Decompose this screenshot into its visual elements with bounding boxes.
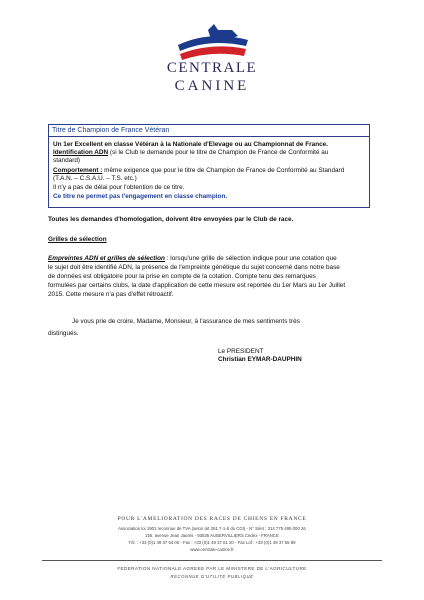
comportement-text: même exigence que pour le titre de Champion de France de Conformité au Standard [102,167,345,174]
identification-text: (si le Club le demande pour le titre de Champion de France de Conformité au [108,149,329,156]
footer-line-3: Tél. : +33 (0)1 49 37 54 00 - Fax : +33 (0)1 49 37 01 20 - Fax Lof : +33 (0)1 49 37 55 99 [128,540,296,545]
paragraph-line-2: le sujet doit être identifié ADN, la présence de l'empreinte génétique du sujet concerné dans notre base [48,264,340,271]
footer-website-link[interactable]: www.centrale-canine.fr [190,547,234,552]
identification-label: Identification ADN [53,149,109,156]
brand-name-line2: CANINE [174,78,250,94]
paragraph-line-3: de données est obligatoire pour la prise en compte de la cotation. Compte tenu des remarques [48,273,316,280]
box-line-warning: Ce titre ne permet pas l'engagement en classe champion. [53,193,228,200]
box-title: Titre de Champion de France Vétéran [49,125,369,137]
paragraph-line-5: 2015. Cette mesure n'a pas d'effet rétroactif. [48,291,174,298]
signature-role: Le PRESIDENT [218,348,264,355]
footer-utility: RECONNUE D'UTILITE PUBLIQUE [170,574,254,579]
brand-name-line1: CENTRALE [166,60,258,76]
homologation-note: Toutes les demandes d'homologation, doivent être envoyées par le Club de race. [48,216,294,223]
paragraph-text-1: : lorsqu'une grille de sélection indique pour une cotation que [164,255,337,262]
box-line-identification [53,149,328,157]
paragraph-line-4: formulées par certains clubs, la date d'application de cette mesure est reportée du 1er Mars au 1er Juillet [48,282,346,289]
footer-divider [42,560,382,561]
box-line-identification-2: standard) [53,157,80,164]
footer-line-2: 155, avenue Jean Jaurès - 93535 AUBERVILLIERS Cedex - FRANCE [145,533,279,538]
closing-line-1: Je vous prie de croire, Madame, Monsieur, à l'assurance de mes sentiments très [72,318,300,325]
paragraph-line-1 [48,255,337,263]
section-title: Grilles de sélection [48,236,107,243]
box-line-delai: Il n'y a pas de délai pour l'obtention de ce titre. [53,184,185,191]
footer-title: POUR L'AMELIORATION DES RACES DE CHIENS EN FRANCE [117,516,307,522]
box-line-comportement [53,167,344,175]
comportement-label: Comportement : [53,167,103,174]
signature-name: Christian EYMAR-DAUPHIN [218,356,302,363]
box-line-first-excellent: Un 1er Excellent en classe Vétéran à la Nationale d'Elevage ou au Championnat de France. [53,141,328,148]
adn-label: Empreintes ADN et grilles de sélection [48,255,165,262]
footer-line-1: Association loi 1901 reconnue de TVA (selon art.261 7-1-b du CGI) - N° Siret : 314 775 495 000 26 [118,526,306,531]
veteran-title-box [48,124,370,208]
footer-federation: FEDERATION NATIONALE AGREEE PAR LE MINISTERE DE L'AGRICULTURE [117,566,307,571]
logo-red-band [180,46,246,60]
box-line-comportement-2: (T.A.N. – C.S.A.U. – T.S. etc.) [53,175,137,182]
closing-line-2: distingués. [48,330,79,337]
